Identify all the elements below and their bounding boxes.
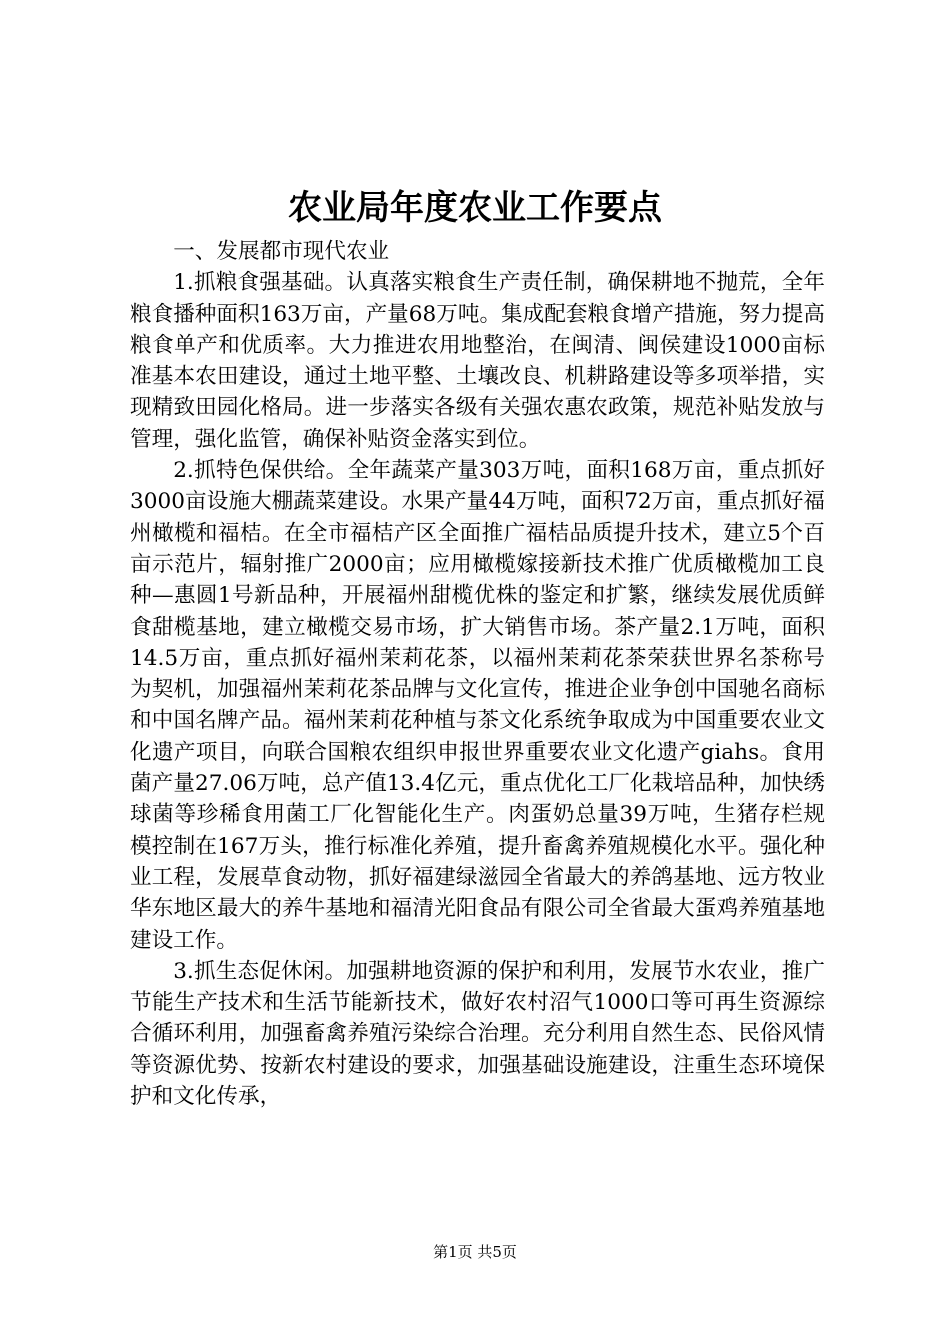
page-number-footer: 第1页 共5页: [433, 1243, 517, 1261]
paragraph-specialty-supply: 2.抓特色保供给。全年蔬菜产量303万吨，面积168万亩，重点抓好3000亩设施大棚蔬菜建设。水果产量44万吨，面积72万亩，重点抓好福州橄榄和福桔。在全市福桔产区全面推广福桔品质提升技术，建立5个百亩示范片，辐射推广2000亩；应用橄榄嫁接新技术推广优质橄榄加工良种—惠圆1号新品种，开展福州甜榄优株的鉴定和扩繁，继续发展优质鲜食甜榄基地，建立橄榄交易市场，扩大销售市场。茶产量2.1万吨，面积14.5万亩，重点抓好福州茉莉花茶，以福州茉莉花茶荣获世界名茶称号为契机，加强福州茉莉花茶品牌与文化宣传，推进企业争创中国驰名商标和中国名牌产品。福州茉莉花种植与茶文化系统争取成为中国重要农业文化遗产项目，向联合国粮农组织申报世界重要农业文化遗产giahs。食用菌产量27.06万吨，总产值13.4亿元，重点优化工厂化栽培品种，加快绣球菌等珍稀食用菌工厂化智能化生产。肉蛋奶总量39万吨，生猪存栏规模控制在167万头，推行标准化养殖，提升畜禽养殖规模化水平。强化种业工程，发展草食动物，抓好福建绿滋园全省最大的养鸽基地、远方牧业华东地区最大的养牛基地和福清光阳食品有限公司全省最大蛋鸡养殖基地建设工作。: [130, 458, 825, 953]
paragraph-grain: 1.抓粮食强基础。认真落实粮食生产责任制，确保耕地不抛荒，全年粮食播种面积163万亩，产量68万吨。集成配套粮食增产措施，努力提高粮食单产和优质率。大力推进农用地整治，在闽清、闽侯建设1000亩标准基本农田建设，通过土地平整、土壤改良、机耕路建设等多项举措，实现精致田园化格局。进一步落实各级有关强农惠农政策，规范补贴发放与管理，强化监管，确保补贴资金落实到位。: [130, 270, 825, 452]
document-title: 农业局年度农业工作要点: [288, 188, 662, 228]
paragraph-ecology-leisure: 3.抓生态促休闲。加强耕地资源的保护和利用，发展节水农业，推广节能生产技术和生活节能新技术，做好农村沼气1000口等可再生资源综合循环利用，加强畜禽养殖污染综合治理。充分利用自然生态、民俗风情等资源优势、按新农村建设的要求，加强基础设施建设，注重生态环境保护和文化传承，: [130, 958, 825, 1110]
document-body: [130, 236, 825, 1112]
section-heading: 一、发展都市现代农业: [173, 239, 390, 264]
